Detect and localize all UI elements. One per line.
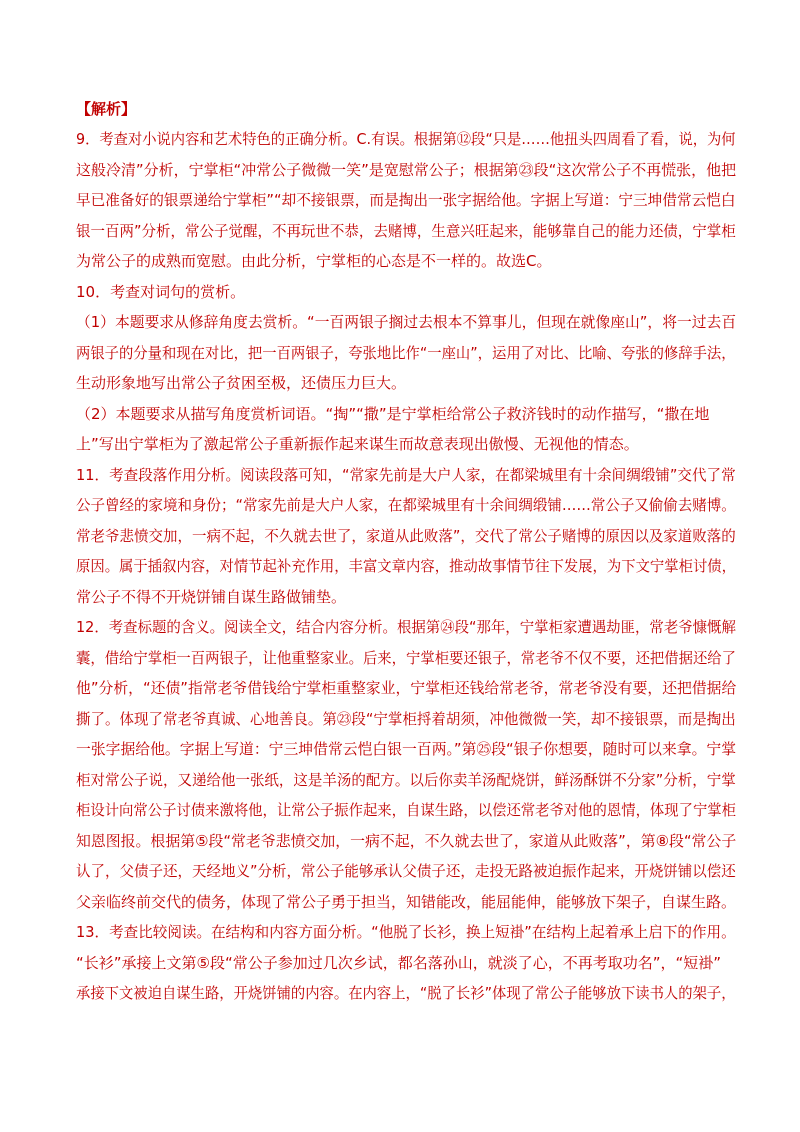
text-line: 银一百两”分析，常公子觉醒，不再玩世不恭，去赌博，生意兴旺起来，能够靠自己的能力还债，宁掌柜 (76, 221, 736, 240)
text-line: （2）本题要求从描写角度赏析词语。“掏”“撒”是宁掌柜给常公子救济钱时的动作描写，“撒在地 (76, 404, 710, 423)
text-line: 承接下文被迫自谋生路，开烧饼铺的内容。在内容上，“脱了长衫”体现了常公子能够放下读书人的架子， (76, 984, 736, 1002)
text-line: 常公子不得不开烧饼铺自谋生路做铺垫。 (76, 587, 347, 606)
text-line: 9．考查对小说内容和艺术特色的正确分析。C.有误。根据第⑫段“只是……他扭头四周看了看，说，为何 (76, 130, 736, 148)
text-line: 囊，借给宁掌柜一百两银子，让他重整家业。后来，宁掌柜要还银子，常老爷不仅不要，还把借据还给了 (76, 648, 737, 667)
text-line: （1）本题要求从修辞角度去赏析。“一百两银子搁过去根本不算事儿，但现在就像座山”，将一过去百 (76, 313, 737, 331)
analysis-body (76, 124, 736, 1009)
text-line: 父亲临终前交代的债务，体现了常公子勇于担当，知错能改，能屈能伸，能够放下架子，自谋生路。 (76, 892, 737, 911)
text-line: 上”写出宁掌柜为了激起常公子重新振作起来谋生而故意表现出傲慢、无视他的情态。 (76, 435, 639, 453)
text-line: 13．考查比较阅读。在结构和内容方面分析。“他脱了长衫，换上短褂”在结构上起着承上启下的作用。 (76, 923, 736, 941)
text-line: 常老爷悲愤交加，一病不起，不久就去世了，家道从此败落”，交代了常公子赌博的原因以及家道败落的 (76, 526, 736, 545)
text-line: 11．考查段落作用分析。阅读段落可知，“常家先前是大户人家，在都梁城里有十余间绸缎铺”交代了常 (76, 465, 736, 484)
text-line: 为常公子的成熟而宽慰。由此分析，宁掌柜的心态是不一样的。故选C。 (76, 252, 552, 270)
text-line: 公子曾经的家境和身份；“常家先前是大户人家，在都梁城里有十余间绸缎铺……常公子又偷偷去赌博。 (76, 496, 736, 514)
text-line: 10．考查对词句的赏析。 (76, 282, 246, 301)
text-line: 生动形象地写出常公子贫困至极，还债压力巨大。 (76, 374, 407, 392)
text-line: 原因。属于插叙内容，对情节起补充作用，丰富文章内容，推动故事情节往下发展，为下文宁掌柜讨债， (76, 557, 737, 575)
text-line: 撕了。体现了常老爷真诚、心地善良。第㉓段“宁掌柜捋着胡须，冲他微微一笑，却不接银票，而是掏出 (76, 709, 736, 728)
text-line: 两银子的分量和现在对比，把一百两银子，夸张地比作“一座山”，运用了对比、比喻、夸张的修辞手法， (76, 343, 736, 362)
text-line: 知恩图报。根据第⑤段“常老爷悲愤交加，一病不起，不久就去世了，家道从此败落”，第⑧段“常公子 (76, 831, 737, 850)
text-line: “长衫”承接上文第⑤段“常公子参加过几次乡试，都名落孙山，就淡了心，不再考取功名”，“短褂” (76, 953, 722, 972)
text-line: 早已准备好的银票递给宁掌柜”“却不接银票，而是掏出一张字据给他。字据上写道：宁三坤借常云恺白 (76, 191, 736, 209)
text-line: 柜对常公子说，又递给他一张纸，这是羊汤的配方。以后你卖羊汤配烧饼，鲜汤酥饼不分家”分析，宁掌 (76, 770, 736, 789)
text-line: 一张字据给他。字据上写道：宁三坤借常云恺白银一百两。”第㉕段“银子你想要，随时可以来拿。宁掌 (76, 740, 737, 758)
text-line: 柜设计向常公子讨债来激将他，让常公子振作起来，自谋生路，以偿还常老爷对他的恩情，体现了宁掌柜 (76, 801, 737, 819)
text-line: 认了，父债子还，天经地义”分析，常公子能够承认父债子还，走投无路被迫振作起来，开烧饼铺以偿还 (76, 862, 736, 880)
analysis-heading: 【解析】 (76, 100, 137, 118)
text-line: 他”分析，“还债”指常老爷借钱给宁掌柜重整家业，宁掌柜还钱给常老爷，常老爷没有要，还把借据给 (76, 679, 737, 697)
text-line: 12．考查标题的含义。阅读全文，结合内容分析。根据第㉔段“那年，宁掌柜家遭遇劫匪，常老爷慷慨解 (76, 618, 736, 636)
text-line: 这般冷清”分析，宁掌柜“冲常公子微微一笑”是宽慰常公子；根据第㉓段“这次常公子不再慌张，他把 (76, 160, 737, 179)
